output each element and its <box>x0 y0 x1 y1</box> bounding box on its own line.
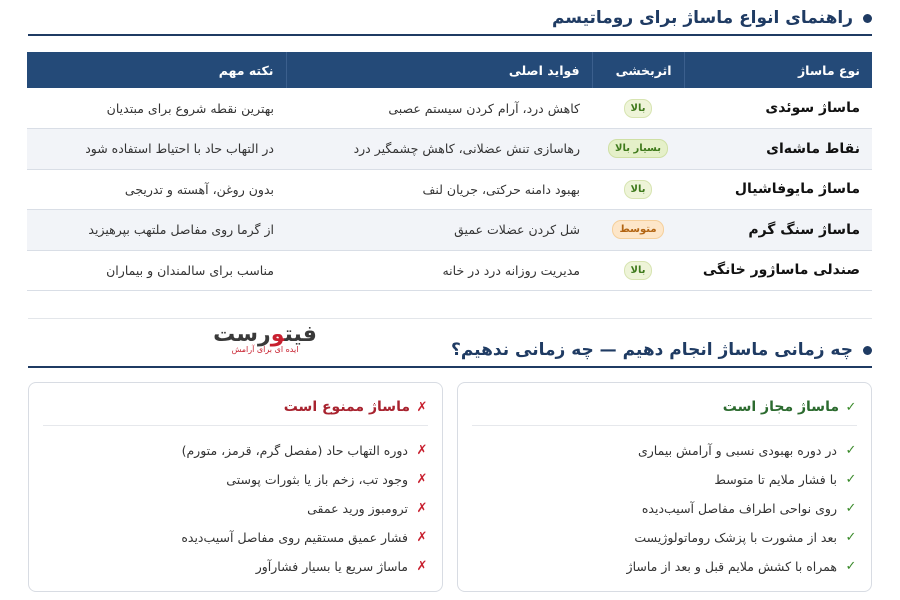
list-item: ✗ وجود تب، زخم باز یا بثورات پوستی <box>226 472 428 487</box>
effect-badge: بسیار بالا <box>608 139 668 158</box>
row-type: ماساژ مایوفاشیال <box>684 169 872 210</box>
row-benefit: کاهش درد، آرام کردن سیستم عصبی <box>286 88 592 129</box>
row-type: ماساژ سوئدی <box>684 88 872 129</box>
effect-badge: بالا <box>624 261 653 280</box>
table-row <box>27 169 872 210</box>
title-underline <box>28 34 872 36</box>
list-item: ✓ همراه با کشش ملایم قبل و بعد از ماساژ <box>626 559 857 574</box>
table-row <box>27 129 872 170</box>
cross-icon: ✗ <box>416 559 428 574</box>
row-type: نقاط ماشه‌ای <box>684 129 872 170</box>
table-header-row <box>27 52 872 88</box>
header-type: نوع ماساژ <box>684 52 872 88</box>
logo-tagline: ایده ای برای آرامش <box>231 345 299 354</box>
section-divider <box>28 318 872 319</box>
table-row <box>27 88 872 129</box>
effect-badge: بالا <box>624 180 653 199</box>
check-icon: ✓ <box>845 399 857 415</box>
title-underline <box>28 366 872 368</box>
guide-section-title <box>552 8 872 28</box>
logo-text-part3: رست <box>213 322 271 347</box>
cross-icon: ✗ <box>416 501 428 516</box>
row-type: ماساژ سنگ گرم <box>684 210 872 251</box>
row-note: مناسب برای سالمندان و بیماران <box>27 250 286 291</box>
logo-text-part2: و <box>270 322 285 347</box>
row-note: در التهاب حاد با احتیاط استفاده شود <box>27 129 286 170</box>
table-row <box>27 210 872 251</box>
bullet-dot-icon <box>863 14 872 23</box>
list-item: ✗ ماساژ سریع یا بسیار فشارآور <box>255 559 428 574</box>
header-benefit: فواید اصلی <box>286 52 592 88</box>
row-benefit: رهاسازی تنش عضلانی، کاهش چشمگیر درد <box>286 129 592 170</box>
brand-logo <box>205 322 325 354</box>
allowed-title: ماساژ مجاز است <box>722 399 839 415</box>
forbidden-list <box>43 436 428 581</box>
check-icon: ✓ <box>845 530 857 545</box>
cross-icon: ✗ <box>416 472 428 487</box>
row-note: بهترین نقطه شروع برای مبتدیان <box>27 88 286 129</box>
header-note: نکته مهم <box>27 52 286 88</box>
effect-badge: متوسط <box>612 220 663 239</box>
effect-badge: بالا <box>624 99 653 118</box>
cross-icon: ✗ <box>416 530 428 545</box>
list-item: ✓ در دوره بهبودی نسبی و آرامش بیماری <box>637 443 857 458</box>
when-title-text: چه زمانی ماساژ انجام دهیم — چه زمانی ندهیم؟ <box>450 340 853 360</box>
forbidden-title: ماساژ ممنوع است <box>283 399 410 415</box>
row-benefit: بهبود دامنه حرکتی، جریان لنف <box>286 169 592 210</box>
list-item: ✗ ترومبوز ورید عمقی <box>307 501 428 516</box>
table-row <box>27 250 872 291</box>
when-section-title <box>451 340 872 360</box>
allowed-card <box>457 382 872 592</box>
cross-icon: ✗ <box>416 443 428 458</box>
list-item: ✗ فشار عمیق مستقیم روی مفاصل آسیب‌دیده <box>181 530 428 545</box>
row-benefit: مدیریت روزانه درد در خانه <box>286 250 592 291</box>
row-note: بدون روغن، آهسته و تدریجی <box>27 169 286 210</box>
row-type: صندلی ماساژور خانگی <box>684 250 872 291</box>
cross-icon: ✗ <box>416 399 428 415</box>
header-effect: اثربخشی <box>592 52 684 88</box>
massage-guide-table <box>27 52 872 291</box>
row-note: از گرما روی مفاصل ملتهب بپرهیزید <box>27 210 286 251</box>
check-icon: ✓ <box>845 443 857 458</box>
list-item: ✗ دوره التهاب حاد (مفصل گرم، قرمز، متورم) <box>181 443 428 458</box>
guide-title-text: راهنمای انواع ماساژ برای روماتیسم <box>551 8 853 28</box>
list-item: ✓ بعد از مشورت با پزشک روماتولوژیست <box>634 530 857 545</box>
check-icon: ✓ <box>845 501 857 516</box>
row-benefit: شل کردن عضلات عمیق <box>286 210 592 251</box>
bullet-dot-icon <box>863 346 872 355</box>
check-icon: ✓ <box>845 559 857 574</box>
check-icon: ✓ <box>845 472 857 487</box>
list-item: ✓ روی نواحی اطراف مفاصل آسیب‌دیده <box>641 501 857 516</box>
forbidden-card <box>28 382 443 592</box>
allowed-list <box>472 436 857 581</box>
logo-text-part1: فیت <box>284 322 317 347</box>
list-item: ✓ با فشار ملایم تا متوسط <box>714 472 857 487</box>
